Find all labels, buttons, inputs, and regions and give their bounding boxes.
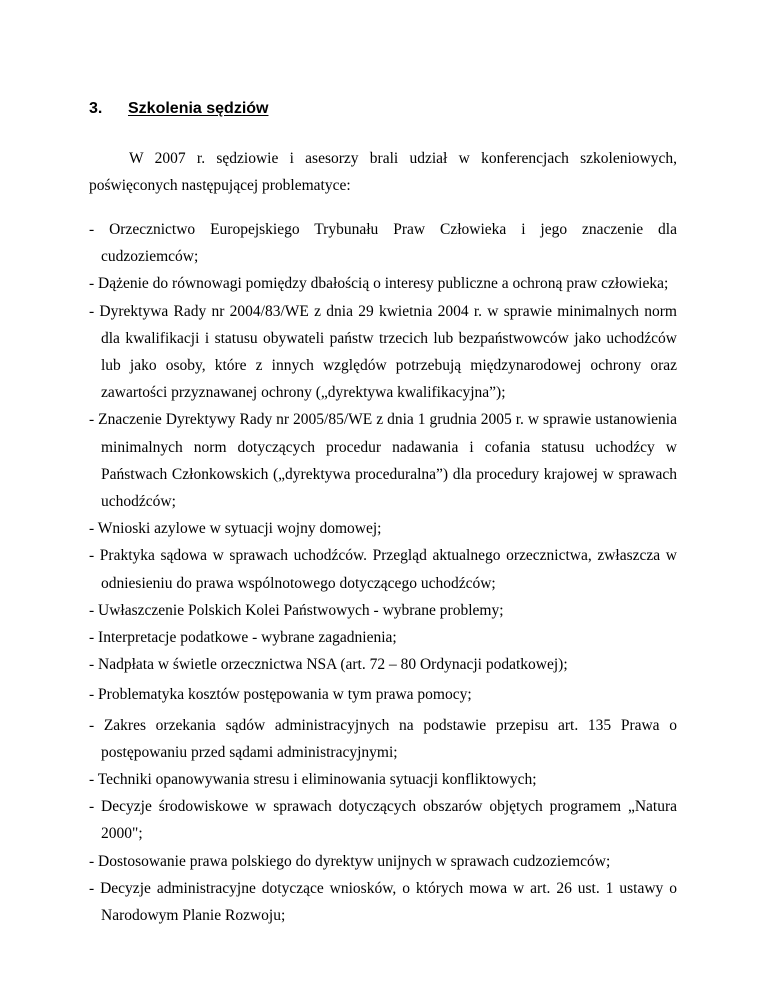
list-item: - Praktyka sądowa w sprawach uchodźców. Przegląd aktualnego orzecznictwa, zwłaszcza w odniesieniu do prawa wspólnotowego dotyczącego uchodźców;	[89, 547, 677, 592]
list-item: - Orzecznictwo Europejskiego Trybunału Praw Człowieka i jego znaczenie dla cudzoziemców;	[89, 221, 677, 266]
section-heading	[89, 99, 268, 119]
list-item: - Interpretacje podatkowe - wybrane zagadnienia;	[89, 629, 397, 647]
list-item: - Techniki opanowywania stresu i eliminowania sytuacji konfliktowych;	[89, 771, 537, 789]
list-item: - Wnioski azylowe w sytuacji wojny domowej;	[89, 520, 382, 538]
list-item: - Dyrektywa Rady nr 2004/83/WE z dnia 29 kwietnia 2004 r. w sprawie minimalnych norm dla kwalifikacji i statusu obywateli państw trzecich lub bezpaństwowców jako uchodźców lub jako osoby, które z innych względów potrzebują międzynarodowej ochrony oraz zawartości przyznawanej ochrony („dyrektywa kwalifikacyjna”);	[89, 302, 677, 402]
list-item: - Uwłaszczenie Polskich Kolei Państwowych - wybrane problemy;	[89, 601, 504, 619]
topic-list	[89, 216, 677, 929]
section-number: 3.	[89, 100, 103, 117]
list-item: - Znaczenie Dyrektywy Rady nr 2005/85/WE z dnia 1 grudnia 2005 r. w sprawie ustanowienia minimalnych norm dotyczących procedur nadawania i cofania statusu uchodźcy w Państwach Członkowskich („dyrektywa proceduralna”) dla procedury krajowej w sprawach uchodźców;	[89, 411, 677, 511]
list-item: - Nadpłata w świetle orzecznictwa NSA (art. 72 – 80 Ordynacji podatkowej);	[89, 656, 568, 674]
list-item: - Problematyka kosztów postępowania w tym prawa pomocy;	[89, 686, 472, 704]
list-item: - Decyzje administracyjne dotyczące wniosków, o których mowa w art. 26 ust. 1 ustawy o Narodowym Planie Rozwoju;	[89, 879, 677, 925]
list-item: - Dostosowanie prawa polskiego do dyrektyw unijnych w sprawach cudzoziemców;	[89, 852, 611, 870]
section-title: Szkolenia sędziów	[128, 100, 269, 117]
list-item: - Dążenie do równowagi pomiędzy dbałością o interesy publiczne a ochroną praw człowieka;	[89, 275, 669, 293]
list-item: - Decyzje środowiskowe w sprawach dotyczących obszarów objętych programem „Natura 2000";	[89, 798, 677, 843]
intro-paragraph: W 2007 r. sędziowie i asesorzy brali udział w konferencjach szkoleniowych, poświęconych następującej problematyce:	[89, 150, 677, 194]
list-item: - Zakres orzekania sądów administracyjnych na podstawie przepisu art. 135 Prawa o postępowaniu przed sądami administracyjnymi;	[89, 716, 677, 761]
